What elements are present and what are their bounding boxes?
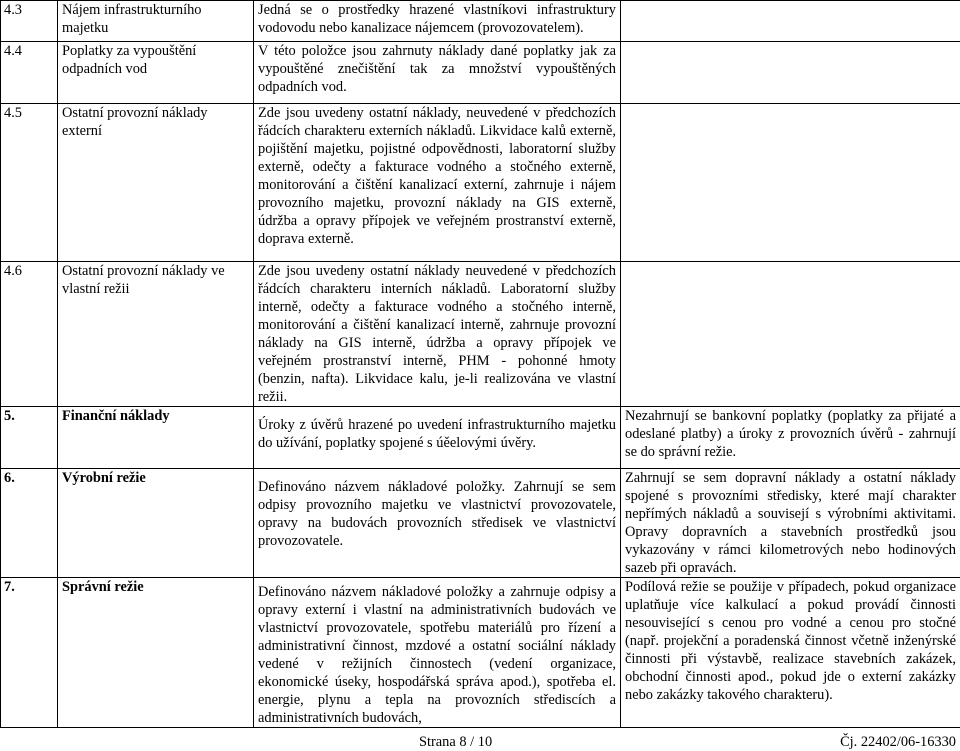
row-number: 4.5: [1, 104, 58, 262]
table-row: [1, 407, 960, 469]
row-number: 4.3: [1, 1, 58, 42]
row-number: 7.: [1, 578, 58, 728]
row-note: [621, 578, 960, 728]
row-name: Správní režie: [58, 578, 254, 728]
table-row: [1, 42, 960, 104]
row-name: Finanční náklady: [58, 407, 254, 469]
row-name: Výrobní režie: [58, 469, 254, 578]
note-paragraph: Nezahrnují se bankovní poplatky (poplatky za přijaté a odeslané platby) a úroky z provozních úvěrů - zahrnují se do správní režie.: [625, 408, 956, 460]
table-row: [1, 469, 960, 578]
row-note: [621, 1, 960, 42]
row-description: [254, 262, 621, 407]
table-row: [1, 104, 960, 262]
table-row: [1, 1, 960, 42]
row-description: [254, 42, 621, 104]
description-paragraph: Definováno názvem nákladové položky. Zahrnují se sem odpisy provozního majetku ve vlastnictví provozovatele, opravy na budovách provozních středisek ve vlastnictví provozovatele.: [258, 479, 616, 549]
row-name: Poplatky za vypouštění odpadních vod: [58, 42, 254, 104]
page-footer: [0, 733, 960, 751]
row-description: [254, 407, 621, 469]
description-paragraph: Úroky z úvěrů hrazené po uvedení infrastrukturního majetku do užívání, poplatky spojené s úěelovými úvěry.: [258, 417, 616, 451]
row-note: [621, 469, 960, 578]
reference-number: Čj. 22402/06-16330: [840, 734, 956, 750]
table-row: [1, 578, 960, 728]
description-paragraph: Zde jsou uvedeny ostatní náklady neuvedené v předchozích řádcích charakteru interních nákladů. Laboratorní služby interně, odečty a fakturace vodného a stočného interně, monitorování a čištění kanalizací interně, zahrnuje provozní náklady na GIS interně, údržba a opravy přípojek ve veřejném prostranství interně, PHM - pohonné hmoty (benzin, nafta). Likvidace kalu, je-li realizována ve vlastní režii.: [258, 263, 616, 405]
row-number: 6.: [1, 469, 58, 578]
row-number: 4.4: [1, 42, 58, 104]
row-note: [621, 262, 960, 407]
note-paragraph: Zahrnují se sem dopravní náklady a ostatní náklady spojené s provozními středisky, které mají charakter nepřímých nákladů a souvisejí s výrobními aktivitami. Opravy dopravních a stavebních prostředků jsou vykazovány v rámci kilometrových nebo hodinových sazeb při opravách.: [625, 470, 956, 576]
row-note: [621, 407, 960, 469]
page-number: Strana 8 / 10: [419, 734, 493, 750]
row-note: [621, 42, 960, 104]
row-name: Nájem infrastrukturního majetku: [58, 1, 254, 42]
row-description: [254, 469, 621, 578]
description-paragraph: Zde jsou uvedeny ostatní náklady, neuvedené v předchozích řádcích charakteru externích nákladů. Likvidace kalů externě, pojištění majetku, pojistné odpovědnosti, laboratorní služby externě, odečty a fakturace vodného a stočného externě, monitorování a čištění kanalizací externí, zahrnuje i nájem provozního majetku, provozní náklady na GIS externě, údržba a opravy přípojek ve veřejném prostranství externě, doprava externě.: [258, 105, 616, 247]
row-description: [254, 578, 621, 728]
row-name: Ostatní provozní náklady externí: [58, 104, 254, 262]
row-description: [254, 1, 621, 42]
row-note: [621, 104, 960, 262]
description-paragraph: V této položce jsou zahrnuty náklady dané poplatky jak za vypouštěné znečištění tak za množství vypouštěných odpadních vod.: [258, 43, 616, 95]
row-name: Ostatní provozní náklady ve vlastní režii: [58, 262, 254, 407]
row-number: 4.6: [1, 262, 58, 407]
description-paragraph: Definováno názvem nákladové položky a zahrnuje odpisy a opravy externí i vlastní na administrativních budovách ve vlastnictví provozovatele, spotřebu materiálů pro řízení a administrativní činnost, mzdové a ostatní sociální náklady vedené v režijních činnostech (vedení organizace, ekonomické úseky, hospodářská správa apod.), spotřeba el. energie, plynu a tepla na provozních střediscích a administrativních budovách,: [258, 584, 616, 726]
description-paragraph: Jedná se o prostředky hrazené vlastníkovi infrastruktury vodovodu nebo kanalizace nájemcem (provozovatelem).: [258, 2, 616, 36]
row-number: 5.: [1, 407, 58, 469]
row-description: [254, 104, 621, 262]
note-paragraph: Podílová režie se použije v případech, pokud organizace uplatňuje více kalkulací a pokud provádí činnosti nesouvisející s cenou pro vodné a cenou pro stočné (např. projekční a poradenská činnost včetně inženýrské činnosti při výstavbě, realizace stavebních zakázek, obchodní činnosti apod., pokud jde o externí zakázky nebo zakázky takového charakteru).: [625, 579, 956, 703]
table-row: [1, 262, 960, 407]
